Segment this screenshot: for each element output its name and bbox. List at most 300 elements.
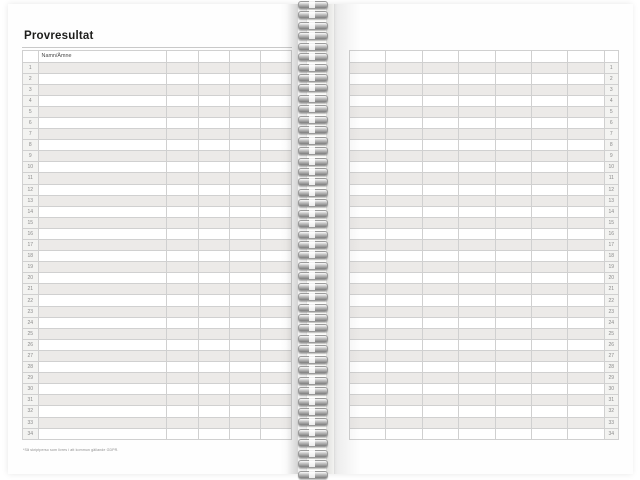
- cell-result[interactable]: [350, 373, 386, 384]
- cell-result[interactable]: [350, 217, 386, 228]
- cell-result[interactable]: [229, 395, 260, 406]
- cell-result[interactable]: [350, 95, 386, 106]
- cell-result[interactable]: [568, 251, 604, 262]
- cell-result[interactable]: [531, 129, 567, 140]
- cell-result[interactable]: [167, 273, 198, 284]
- cell-result[interactable]: [350, 228, 386, 239]
- cell-result[interactable]: [459, 395, 495, 406]
- cell-result[interactable]: [229, 251, 260, 262]
- cell-result[interactable]: [167, 129, 198, 140]
- cell-result[interactable]: [568, 73, 604, 84]
- cell-result[interactable]: [459, 140, 495, 151]
- cell-result[interactable]: [386, 162, 422, 173]
- cell-result[interactable]: [167, 84, 198, 95]
- cell-result[interactable]: [229, 339, 260, 350]
- cell-result[interactable]: [568, 240, 604, 251]
- cell-result[interactable]: [459, 84, 495, 95]
- cell-result[interactable]: [229, 373, 260, 384]
- cell-result[interactable]: [531, 384, 567, 395]
- cell-result[interactable]: [229, 317, 260, 328]
- cell-result[interactable]: [198, 262, 229, 273]
- cell-result[interactable]: [459, 362, 495, 373]
- cell-result[interactable]: [568, 95, 604, 106]
- cell-result[interactable]: [229, 362, 260, 373]
- cell-result[interactable]: [531, 350, 567, 361]
- cell-result[interactable]: [386, 117, 422, 128]
- cell-result[interactable]: [422, 384, 458, 395]
- cell-result[interactable]: [350, 339, 386, 350]
- cell-result[interactable]: [495, 273, 531, 284]
- cell-result[interactable]: [167, 284, 198, 295]
- cell-result[interactable]: [495, 195, 531, 206]
- cell-result[interactable]: [198, 195, 229, 206]
- cell-result[interactable]: [229, 184, 260, 195]
- cell-result[interactable]: [350, 106, 386, 117]
- cell-result[interactable]: [495, 295, 531, 306]
- cell-result[interactable]: [386, 62, 422, 73]
- cell-name-subject[interactable]: [38, 73, 167, 84]
- cell-result[interactable]: [167, 350, 198, 361]
- cell-result[interactable]: [167, 73, 198, 84]
- cell-name-subject[interactable]: [38, 262, 167, 273]
- cell-result[interactable]: [531, 417, 567, 428]
- cell-result[interactable]: [495, 373, 531, 384]
- cell-result[interactable]: [198, 339, 229, 350]
- cell-result[interactable]: [568, 206, 604, 217]
- cell-result[interactable]: [422, 373, 458, 384]
- cell-result[interactable]: [229, 151, 260, 162]
- cell-result[interactable]: [422, 395, 458, 406]
- cell-result[interactable]: [167, 62, 198, 73]
- cell-result[interactable]: [167, 240, 198, 251]
- cell-result[interactable]: [459, 251, 495, 262]
- cell-result[interactable]: [386, 317, 422, 328]
- cell-result[interactable]: [386, 240, 422, 251]
- cell-result[interactable]: [198, 173, 229, 184]
- cell-result[interactable]: [531, 373, 567, 384]
- cell-result[interactable]: [531, 395, 567, 406]
- cell-result[interactable]: [495, 84, 531, 95]
- cell-result[interactable]: [568, 117, 604, 128]
- cell-result[interactable]: [459, 106, 495, 117]
- cell-result[interactable]: [568, 151, 604, 162]
- cell-result[interactable]: [167, 106, 198, 117]
- cell-result[interactable]: [459, 273, 495, 284]
- cell-result[interactable]: [350, 317, 386, 328]
- cell-result[interactable]: [386, 284, 422, 295]
- cell-result[interactable]: [531, 151, 567, 162]
- cell-result[interactable]: [495, 317, 531, 328]
- cell-name-subject[interactable]: [38, 173, 167, 184]
- cell-result[interactable]: [495, 62, 531, 73]
- cell-result[interactable]: [531, 217, 567, 228]
- cell-result[interactable]: [198, 240, 229, 251]
- cell-result[interactable]: [459, 295, 495, 306]
- cell-result[interactable]: [167, 251, 198, 262]
- cell-result[interactable]: [531, 106, 567, 117]
- cell-name-subject[interactable]: [38, 428, 167, 439]
- cell-result[interactable]: [531, 162, 567, 173]
- cell-result[interactable]: [229, 273, 260, 284]
- cell-result[interactable]: [167, 428, 198, 439]
- cell-result[interactable]: [229, 384, 260, 395]
- cell-result[interactable]: [422, 173, 458, 184]
- cell-result[interactable]: [198, 395, 229, 406]
- cell-name-subject[interactable]: [38, 228, 167, 239]
- cell-name-subject[interactable]: [38, 362, 167, 373]
- cell-result[interactable]: [198, 84, 229, 95]
- cell-result[interactable]: [495, 328, 531, 339]
- cell-result[interactable]: [198, 328, 229, 339]
- cell-name-subject[interactable]: [38, 406, 167, 417]
- cell-result[interactable]: [568, 184, 604, 195]
- cell-result[interactable]: [386, 328, 422, 339]
- cell-result[interactable]: [531, 328, 567, 339]
- cell-result[interactable]: [495, 284, 531, 295]
- cell-result[interactable]: [568, 428, 604, 439]
- cell-result[interactable]: [568, 84, 604, 95]
- cell-result[interactable]: [386, 95, 422, 106]
- cell-result[interactable]: [459, 184, 495, 195]
- cell-result[interactable]: [568, 62, 604, 73]
- cell-result[interactable]: [459, 217, 495, 228]
- cell-result[interactable]: [167, 206, 198, 217]
- cell-result[interactable]: [386, 295, 422, 306]
- cell-result[interactable]: [386, 273, 422, 284]
- cell-result[interactable]: [350, 73, 386, 84]
- cell-result[interactable]: [568, 395, 604, 406]
- cell-result[interactable]: [531, 251, 567, 262]
- cell-result[interactable]: [350, 384, 386, 395]
- cell-result[interactable]: [350, 273, 386, 284]
- cell-name-subject[interactable]: [38, 284, 167, 295]
- cell-result[interactable]: [350, 184, 386, 195]
- cell-result[interactable]: [198, 184, 229, 195]
- cell-result[interactable]: [568, 328, 604, 339]
- cell-result[interactable]: [459, 195, 495, 206]
- cell-result[interactable]: [495, 129, 531, 140]
- cell-result[interactable]: [167, 151, 198, 162]
- cell-result[interactable]: [229, 62, 260, 73]
- cell-name-subject[interactable]: [38, 62, 167, 73]
- cell-result[interactable]: [459, 117, 495, 128]
- cell-result[interactable]: [459, 129, 495, 140]
- cell-result[interactable]: [422, 117, 458, 128]
- cell-result[interactable]: [386, 84, 422, 95]
- cell-result[interactable]: [167, 306, 198, 317]
- cell-result[interactable]: [198, 317, 229, 328]
- cell-result[interactable]: [350, 117, 386, 128]
- cell-result[interactable]: [350, 195, 386, 206]
- cell-result[interactable]: [495, 73, 531, 84]
- cell-result[interactable]: [422, 106, 458, 117]
- cell-result[interactable]: [229, 195, 260, 206]
- cell-result[interactable]: [459, 328, 495, 339]
- cell-result[interactable]: [495, 428, 531, 439]
- cell-result[interactable]: [198, 417, 229, 428]
- cell-result[interactable]: [422, 217, 458, 228]
- cell-result[interactable]: [531, 184, 567, 195]
- cell-result[interactable]: [198, 406, 229, 417]
- cell-result[interactable]: [386, 350, 422, 361]
- cell-result[interactable]: [198, 284, 229, 295]
- cell-result[interactable]: [350, 173, 386, 184]
- cell-result[interactable]: [386, 339, 422, 350]
- cell-result[interactable]: [459, 373, 495, 384]
- cell-result[interactable]: [495, 406, 531, 417]
- cell-result[interactable]: [386, 362, 422, 373]
- cell-result[interactable]: [422, 328, 458, 339]
- cell-name-subject[interactable]: [38, 373, 167, 384]
- cell-result[interactable]: [568, 173, 604, 184]
- cell-result[interactable]: [422, 406, 458, 417]
- cell-result[interactable]: [229, 117, 260, 128]
- cell-result[interactable]: [495, 162, 531, 173]
- cell-result[interactable]: [350, 406, 386, 417]
- cell-result[interactable]: [531, 195, 567, 206]
- cell-result[interactable]: [386, 428, 422, 439]
- cell-name-subject[interactable]: [38, 84, 167, 95]
- cell-result[interactable]: [422, 262, 458, 273]
- cell-result[interactable]: [167, 117, 198, 128]
- cell-result[interactable]: [386, 106, 422, 117]
- cell-result[interactable]: [386, 151, 422, 162]
- cell-result[interactable]: [568, 306, 604, 317]
- cell-result[interactable]: [198, 373, 229, 384]
- cell-result[interactable]: [229, 217, 260, 228]
- cell-name-subject[interactable]: [38, 140, 167, 151]
- cell-result[interactable]: [198, 62, 229, 73]
- cell-result[interactable]: [350, 328, 386, 339]
- cell-result[interactable]: [459, 417, 495, 428]
- cell-name-subject[interactable]: [38, 217, 167, 228]
- cell-result[interactable]: [568, 373, 604, 384]
- cell-result[interactable]: [386, 195, 422, 206]
- cell-result[interactable]: [350, 206, 386, 217]
- cell-result[interactable]: [459, 317, 495, 328]
- cell-result[interactable]: [568, 262, 604, 273]
- cell-result[interactable]: [459, 339, 495, 350]
- cell-result[interactable]: [198, 362, 229, 373]
- cell-result[interactable]: [531, 262, 567, 273]
- cell-result[interactable]: [531, 317, 567, 328]
- cell-result[interactable]: [198, 295, 229, 306]
- cell-result[interactable]: [350, 295, 386, 306]
- cell-result[interactable]: [422, 350, 458, 361]
- cell-result[interactable]: [422, 73, 458, 84]
- cell-result[interactable]: [422, 195, 458, 206]
- cell-result[interactable]: [167, 395, 198, 406]
- cell-result[interactable]: [198, 106, 229, 117]
- cell-result[interactable]: [531, 73, 567, 84]
- cell-result[interactable]: [459, 228, 495, 239]
- cell-result[interactable]: [198, 162, 229, 173]
- cell-result[interactable]: [422, 140, 458, 151]
- cell-result[interactable]: [386, 417, 422, 428]
- cell-result[interactable]: [229, 417, 260, 428]
- cell-result[interactable]: [386, 306, 422, 317]
- cell-result[interactable]: [229, 73, 260, 84]
- cell-name-subject[interactable]: [38, 350, 167, 361]
- cell-result[interactable]: [167, 339, 198, 350]
- cell-result[interactable]: [350, 284, 386, 295]
- cell-result[interactable]: [495, 251, 531, 262]
- cell-result[interactable]: [422, 84, 458, 95]
- cell-result[interactable]: [386, 129, 422, 140]
- cell-result[interactable]: [531, 117, 567, 128]
- cell-result[interactable]: [568, 295, 604, 306]
- cell-result[interactable]: [167, 295, 198, 306]
- cell-result[interactable]: [495, 339, 531, 350]
- cell-result[interactable]: [229, 406, 260, 417]
- cell-result[interactable]: [350, 395, 386, 406]
- cell-result[interactable]: [229, 306, 260, 317]
- cell-result[interactable]: [531, 339, 567, 350]
- cell-result[interactable]: [386, 184, 422, 195]
- cell-result[interactable]: [167, 217, 198, 228]
- cell-result[interactable]: [167, 95, 198, 106]
- cell-result[interactable]: [422, 306, 458, 317]
- cell-result[interactable]: [386, 395, 422, 406]
- cell-result[interactable]: [198, 129, 229, 140]
- cell-result[interactable]: [350, 251, 386, 262]
- cell-result[interactable]: [531, 295, 567, 306]
- cell-result[interactable]: [229, 284, 260, 295]
- cell-result[interactable]: [167, 173, 198, 184]
- cell-result[interactable]: [495, 217, 531, 228]
- cell-result[interactable]: [386, 373, 422, 384]
- cell-result[interactable]: [495, 306, 531, 317]
- cell-result[interactable]: [422, 129, 458, 140]
- cell-result[interactable]: [198, 73, 229, 84]
- cell-result[interactable]: [350, 417, 386, 428]
- cell-result[interactable]: [568, 362, 604, 373]
- cell-result[interactable]: [459, 73, 495, 84]
- cell-result[interactable]: [531, 95, 567, 106]
- cell-result[interactable]: [495, 206, 531, 217]
- cell-result[interactable]: [350, 162, 386, 173]
- cell-result[interactable]: [422, 273, 458, 284]
- cell-result[interactable]: [531, 140, 567, 151]
- cell-result[interactable]: [167, 317, 198, 328]
- cell-result[interactable]: [386, 228, 422, 239]
- cell-result[interactable]: [386, 251, 422, 262]
- cell-result[interactable]: [229, 428, 260, 439]
- cell-result[interactable]: [459, 384, 495, 395]
- cell-name-subject[interactable]: [38, 95, 167, 106]
- cell-result[interactable]: [350, 428, 386, 439]
- cell-result[interactable]: [531, 306, 567, 317]
- cell-result[interactable]: [229, 84, 260, 95]
- cell-result[interactable]: [198, 228, 229, 239]
- cell-result[interactable]: [495, 417, 531, 428]
- cell-result[interactable]: [167, 417, 198, 428]
- cell-result[interactable]: [531, 428, 567, 439]
- cell-result[interactable]: [167, 184, 198, 195]
- cell-result[interactable]: [422, 284, 458, 295]
- cell-result[interactable]: [422, 151, 458, 162]
- cell-result[interactable]: [568, 406, 604, 417]
- cell-result[interactable]: [459, 62, 495, 73]
- cell-result[interactable]: [350, 262, 386, 273]
- cell-result[interactable]: [167, 406, 198, 417]
- cell-result[interactable]: [198, 95, 229, 106]
- cell-result[interactable]: [459, 284, 495, 295]
- cell-result[interactable]: [422, 251, 458, 262]
- cell-result[interactable]: [229, 228, 260, 239]
- cell-result[interactable]: [495, 240, 531, 251]
- cell-result[interactable]: [350, 151, 386, 162]
- cell-result[interactable]: [350, 62, 386, 73]
- cell-result[interactable]: [386, 384, 422, 395]
- cell-result[interactable]: [568, 339, 604, 350]
- cell-result[interactable]: [459, 206, 495, 217]
- cell-result[interactable]: [459, 306, 495, 317]
- cell-result[interactable]: [167, 195, 198, 206]
- cell-name-subject[interactable]: [38, 106, 167, 117]
- cell-result[interactable]: [531, 362, 567, 373]
- cell-result[interactable]: [198, 384, 229, 395]
- cell-result[interactable]: [167, 373, 198, 384]
- cell-result[interactable]: [167, 384, 198, 395]
- cell-result[interactable]: [198, 306, 229, 317]
- cell-result[interactable]: [167, 362, 198, 373]
- cell-result[interactable]: [422, 428, 458, 439]
- cell-result[interactable]: [568, 317, 604, 328]
- cell-result[interactable]: [198, 206, 229, 217]
- cell-name-subject[interactable]: [38, 395, 167, 406]
- cell-result[interactable]: [198, 273, 229, 284]
- cell-result[interactable]: [229, 262, 260, 273]
- cell-result[interactable]: [459, 428, 495, 439]
- cell-result[interactable]: [495, 384, 531, 395]
- cell-result[interactable]: [386, 217, 422, 228]
- cell-name-subject[interactable]: [38, 240, 167, 251]
- cell-result[interactable]: [531, 228, 567, 239]
- cell-result[interactable]: [350, 306, 386, 317]
- cell-result[interactable]: [422, 95, 458, 106]
- cell-result[interactable]: [422, 62, 458, 73]
- cell-result[interactable]: [229, 173, 260, 184]
- cell-result[interactable]: [495, 228, 531, 239]
- cell-result[interactable]: [198, 428, 229, 439]
- cell-result[interactable]: [422, 240, 458, 251]
- cell-result[interactable]: [531, 206, 567, 217]
- cell-result[interactable]: [350, 129, 386, 140]
- cell-result[interactable]: [386, 406, 422, 417]
- cell-result[interactable]: [229, 162, 260, 173]
- cell-result[interactable]: [495, 362, 531, 373]
- cell-result[interactable]: [386, 262, 422, 273]
- cell-result[interactable]: [386, 206, 422, 217]
- cell-result[interactable]: [459, 240, 495, 251]
- cell-result[interactable]: [167, 328, 198, 339]
- cell-result[interactable]: [229, 295, 260, 306]
- cell-result[interactable]: [568, 140, 604, 151]
- cell-result[interactable]: [198, 140, 229, 151]
- cell-result[interactable]: [568, 217, 604, 228]
- cell-result[interactable]: [495, 173, 531, 184]
- cell-result[interactable]: [459, 95, 495, 106]
- cell-result[interactable]: [386, 173, 422, 184]
- cell-result[interactable]: [531, 273, 567, 284]
- cell-name-subject[interactable]: [38, 417, 167, 428]
- cell-name-subject[interactable]: [38, 317, 167, 328]
- cell-result[interactable]: [459, 406, 495, 417]
- cell-result[interactable]: [350, 140, 386, 151]
- cell-result[interactable]: [229, 95, 260, 106]
- cell-result[interactable]: [422, 228, 458, 239]
